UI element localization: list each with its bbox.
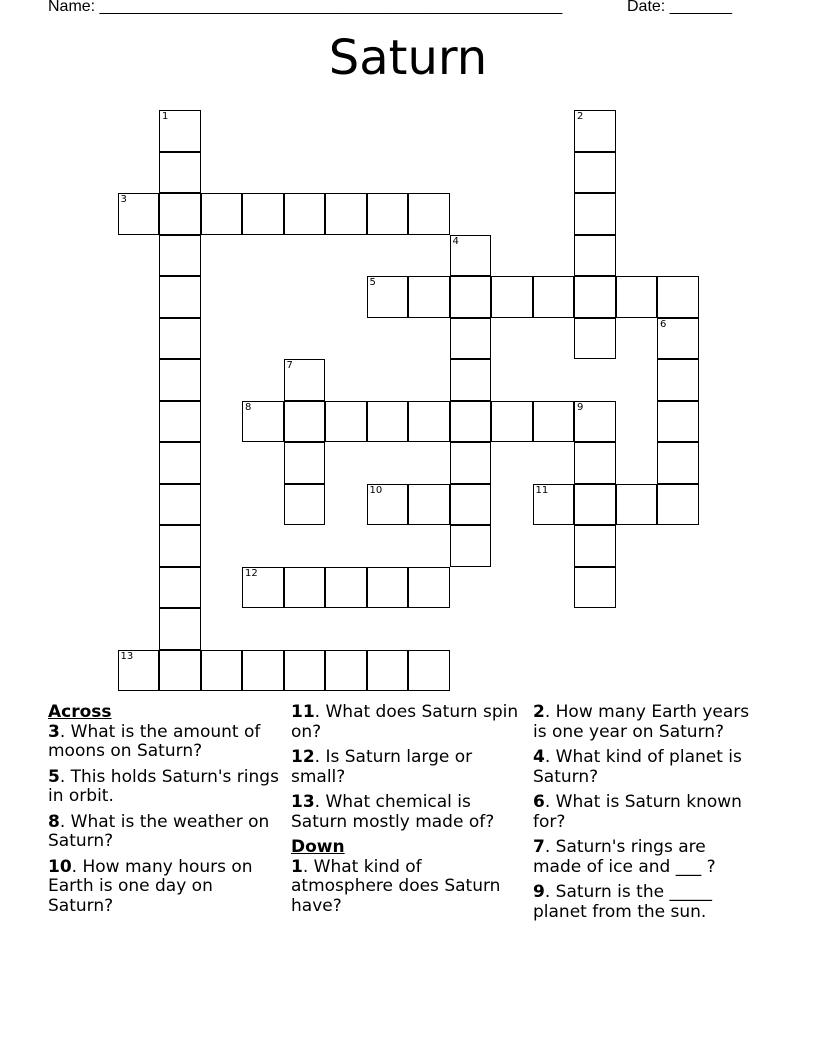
grid-cell[interactable] — [159, 567, 201, 609]
clue-column-3 — [533, 703, 753, 928]
grid-cell[interactable] — [284, 359, 326, 401]
clue-number: 3 — [48, 721, 60, 742]
clue-down-4 — [533, 748, 753, 787]
clue-column-1 — [48, 703, 280, 922]
clue-text: . What chemical is Saturn mostly made of? — [291, 792, 495, 832]
grid-cell[interactable] — [574, 235, 616, 277]
clue-across-8 — [48, 813, 280, 852]
cell-number: 6 — [660, 318, 667, 330]
cell-number: 11 — [535, 484, 549, 496]
grid-cell[interactable] — [574, 318, 616, 360]
grid-cell[interactable] — [367, 650, 409, 692]
grid-cell[interactable] — [325, 401, 367, 443]
grid-cell[interactable] — [284, 567, 326, 609]
grid-cell[interactable] — [284, 193, 326, 235]
grid-cell[interactable] — [408, 484, 450, 526]
cell-number: 3 — [120, 194, 127, 205]
grid-cell[interactable] — [657, 401, 699, 443]
clue-down-9 — [533, 883, 753, 922]
page-title: Saturn — [328, 30, 488, 86]
name-field-label: Name: ____________________________________________________ — [48, 0, 563, 15]
clue-down-6 — [533, 793, 753, 832]
cell-number: 2 — [577, 111, 584, 122]
grid-cell[interactable] — [574, 110, 616, 152]
clue-down-1 — [291, 858, 526, 917]
grid-cell[interactable] — [408, 276, 450, 318]
grid-cell[interactable] — [159, 318, 201, 360]
grid-cell[interactable] — [284, 650, 326, 692]
grid-cell[interactable] — [325, 193, 367, 235]
grid-cell[interactable] — [574, 442, 616, 484]
clue-text: . What is the weather on Saturn? — [48, 811, 270, 851]
grid-cell[interactable] — [491, 276, 533, 318]
across-heading: Across — [48, 702, 112, 722]
clue-number: 1 — [291, 856, 303, 877]
clue-number: 8 — [48, 811, 60, 832]
grid-cell[interactable] — [450, 318, 492, 360]
clue-number: 12 — [291, 747, 315, 767]
grid-cell[interactable] — [159, 276, 201, 318]
clue-down-2 — [533, 703, 753, 742]
grid-cell[interactable] — [657, 318, 699, 360]
grid-cell[interactable] — [201, 193, 243, 235]
grid-cell[interactable] — [159, 152, 201, 194]
grid-cell[interactable] — [450, 401, 492, 443]
clue-number: 10 — [48, 856, 72, 877]
grid-cell[interactable] — [159, 608, 201, 650]
grid-cell[interactable] — [325, 650, 367, 692]
grid-cell[interactable] — [574, 484, 616, 526]
clue-across-5 — [48, 768, 280, 807]
grid-cell[interactable] — [159, 401, 201, 443]
clue-across-3 — [48, 723, 280, 762]
clue-text: . How many Earth years is one year on Saturn? — [533, 702, 750, 742]
clue-number: 5 — [48, 766, 60, 787]
clue-down-7 — [533, 838, 753, 877]
clue-across-11 — [291, 703, 526, 742]
date-field-label: Date: _______ — [627, 0, 732, 15]
grid-cell[interactable] — [159, 359, 201, 401]
clue-text: . Saturn is the _____ planet from the sun. — [533, 882, 712, 922]
clue-text: . What kind of planet is Saturn? — [533, 747, 742, 787]
clue-number: 7 — [533, 837, 545, 857]
grid-cell[interactable] — [159, 442, 201, 484]
grid-cell[interactable] — [159, 484, 201, 526]
grid-cell[interactable] — [450, 276, 492, 318]
grid-cell[interactable] — [284, 442, 326, 484]
grid-cell[interactable] — [367, 193, 409, 235]
grid-cell[interactable] — [574, 401, 616, 443]
clue-text: . Saturn's rings are made of ice and ___ ? — [533, 837, 716, 877]
cell-number: 5 — [369, 277, 376, 288]
clue-number: 13 — [291, 792, 315, 812]
clue-text: . How many hours on Earth is one day on Saturn? — [48, 856, 253, 916]
cell-number: 9 — [577, 401, 584, 413]
grid-cell[interactable] — [616, 484, 658, 526]
grid-cell[interactable] — [242, 193, 284, 235]
grid-cell[interactable] — [367, 484, 409, 526]
grid-cell[interactable] — [118, 193, 160, 235]
grid-cell[interactable] — [491, 401, 533, 443]
grid-cell[interactable] — [367, 567, 409, 609]
grid-cell[interactable] — [657, 276, 699, 318]
clue-text: . What does Saturn spin on? — [291, 702, 519, 742]
grid-cell[interactable] — [657, 484, 699, 526]
grid-cell[interactable] — [367, 276, 409, 318]
grid-cell[interactable] — [450, 525, 492, 567]
grid-cell[interactable] — [159, 235, 201, 277]
clue-number: 11 — [291, 702, 315, 722]
grid-cell[interactable] — [574, 152, 616, 194]
grid-cell[interactable] — [159, 193, 201, 235]
grid-cell[interactable] — [574, 193, 616, 235]
grid-cell[interactable] — [408, 567, 450, 609]
grid-cell[interactable] — [408, 401, 450, 443]
clue-number: 9 — [533, 882, 545, 902]
cell-number: 12 — [245, 567, 258, 579]
cell-number: 7 — [286, 360, 293, 371]
grid-cell[interactable] — [367, 401, 409, 443]
clue-across-13 — [291, 793, 526, 832]
clue-number: 2 — [533, 702, 545, 722]
grid-cell[interactable] — [284, 401, 326, 443]
grid-cell[interactable] — [408, 650, 450, 692]
grid-cell[interactable] — [159, 525, 201, 567]
grid-cell[interactable] — [242, 567, 284, 609]
cell-number: 10 — [369, 484, 383, 496]
grid-cell[interactable] — [450, 359, 492, 401]
grid-cell[interactable] — [450, 484, 492, 526]
grid-cell[interactable] — [284, 484, 326, 526]
grid-cell[interactable] — [574, 525, 616, 567]
grid-cell[interactable] — [118, 650, 160, 692]
grid-cell[interactable] — [574, 567, 616, 609]
grid-cell[interactable] — [574, 276, 616, 318]
clue-text: . This holds Saturn's rings in orbit. — [48, 766, 279, 806]
grid-cell[interactable] — [408, 193, 450, 235]
clue-column-2 — [291, 703, 526, 922]
clue-text: . Is Saturn large or small? — [291, 747, 473, 787]
grid-cell[interactable] — [450, 442, 492, 484]
grid-cell[interactable] — [616, 276, 658, 318]
grid-cell[interactable] — [159, 110, 201, 152]
clue-across-10 — [48, 858, 280, 917]
cell-number: 8 — [245, 401, 252, 413]
clue-text: . What is Saturn known for? — [533, 792, 742, 832]
clue-number: 4 — [533, 747, 545, 767]
grid-cell[interactable] — [533, 401, 575, 443]
cell-number: 1 — [162, 111, 169, 122]
cell-number: 4 — [452, 235, 459, 247]
clue-across-12 — [291, 748, 526, 787]
down-heading: Down — [291, 837, 345, 857]
grid-cell[interactable] — [533, 276, 575, 318]
clue-number: 6 — [533, 792, 545, 812]
grid-cell[interactable] — [657, 359, 699, 401]
clue-text: . What kind of atmosphere does Saturn have? — [291, 856, 501, 916]
grid-cell[interactable] — [242, 650, 284, 692]
clue-text: . What is the amount of moons on Saturn? — [48, 721, 261, 761]
grid-cell[interactable] — [657, 442, 699, 484]
grid-cell[interactable] — [533, 484, 575, 526]
grid-cell[interactable] — [159, 650, 201, 692]
grid-cell[interactable] — [242, 401, 284, 443]
grid-cell[interactable] — [201, 650, 243, 692]
cell-number: 13 — [120, 650, 134, 662]
grid-cell[interactable] — [450, 235, 492, 277]
grid-cell[interactable] — [325, 567, 367, 609]
